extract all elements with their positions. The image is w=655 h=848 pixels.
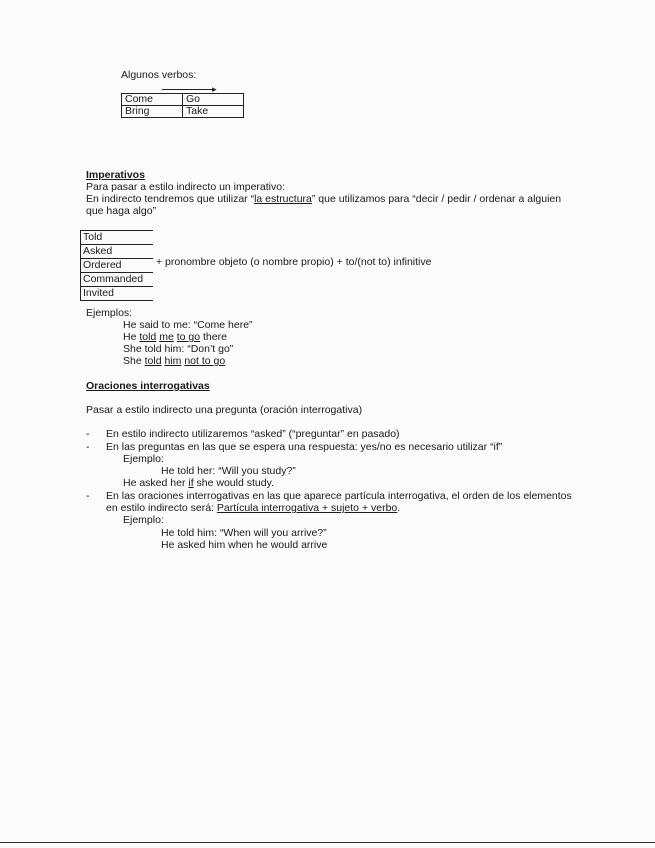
bullet-2-example-2: [123, 477, 274, 490]
examples-label: Ejemplos:: [86, 307, 133, 319]
text-segment: .: [397, 502, 401, 514]
text-segment: en estilo indirecto será:: [106, 502, 217, 514]
text-segment: if: [188, 477, 194, 489]
example-1: He said to me: “Come here”: [123, 319, 253, 331]
text-segment: ” que utilizamos para “decir / pedir / ordenar a alguien: [311, 193, 562, 205]
imperatives-line2: [86, 193, 561, 206]
table-cell: Go: [183, 94, 244, 106]
text-segment: told: [139, 331, 157, 343]
verbs-heading: Algunos verbos:: [121, 69, 197, 81]
arrow-line: [162, 89, 216, 90]
bullet-dash: -: [86, 490, 90, 502]
structure-link-text: la estructura: [254, 193, 312, 205]
verbs-table: [121, 93, 244, 118]
text-segment: En indirecto tendremos que utilizar “: [86, 193, 255, 205]
text-segment: there: [200, 331, 227, 343]
bullet-3-example-2: He asked him when he would arrive: [161, 539, 328, 551]
example-label: Ejemplo:: [123, 453, 164, 465]
arrow-right-icon: ▸: [212, 84, 217, 94]
reporting-verbs-list: [80, 230, 153, 301]
table-row: [122, 106, 244, 118]
example-3: She told him: “Don’t go”: [123, 343, 234, 355]
questions-title: Oraciones interrogativas: [86, 380, 210, 392]
list-item: Asked: [81, 245, 153, 259]
imperatives-line3: que haga algo”: [86, 205, 157, 217]
bullet-dash: -: [86, 428, 90, 440]
list-item: Invited: [81, 287, 153, 301]
text-segment: to go: [176, 331, 201, 343]
scan-edge-line: [0, 842, 655, 843]
table-cell: Bring: [122, 106, 183, 118]
text-segment: she would study.: [193, 477, 274, 489]
list-item: Told: [81, 230, 153, 245]
imperatives-title: Imperativos: [86, 169, 145, 181]
text-segment: me: [159, 331, 174, 343]
text-segment: told: [144, 355, 162, 367]
imperatives-line1: Para pasar a estilo indirecto un imperativo:: [86, 181, 286, 193]
text-segment: She: [123, 355, 145, 367]
list-item: Commanded: [81, 273, 153, 287]
text-segment: He asked her: [123, 477, 189, 489]
questions-intro: Pasar a estilo indirecto una pregunta (oración interrogativa): [86, 404, 363, 416]
table-cell: Take: [183, 106, 244, 118]
table-row: [122, 94, 244, 106]
text-segment: He: [123, 331, 140, 343]
bullet-2-example-1: He told her: “Will you study?”: [161, 465, 296, 477]
table-cell: Come: [122, 94, 183, 106]
bullet-1: En estilo indirecto utilizaremos “asked” (“preguntar” en pasado): [106, 428, 400, 440]
bullet-3-example-1: He told him: “When will you arrive?”: [161, 527, 327, 539]
text-segment: not to go: [184, 355, 226, 367]
bullet-dash: -: [86, 441, 90, 453]
bullet-2: En las preguntas en las que se espera una respuesta: yes/no es necesario utilizar “if”: [106, 441, 503, 453]
list-item: Ordered: [81, 259, 153, 273]
text-segment: him: [164, 355, 182, 367]
example-4: [123, 355, 225, 368]
example-label: Ejemplo:: [123, 514, 164, 526]
structure-formula: + pronombre objeto (o nombre propio) + to/(not to) infinitive: [156, 256, 432, 268]
word-order-formula: Partícula interrogativa + sujeto + verbo: [216, 502, 398, 514]
bullet-3-line-1: En las oraciones interrogativas en las que aparece partícula interrogativa, el orden de los elementos: [106, 490, 572, 502]
